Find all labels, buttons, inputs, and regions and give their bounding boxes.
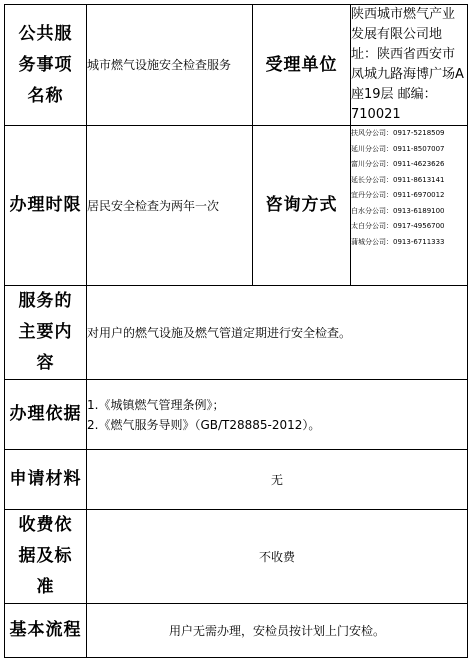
label-main-content: 服务的主要内容 — [5, 286, 87, 380]
contact-item: 富川分公司：0911-4623626 — [351, 160, 445, 168]
value-processing-time: 居民安全检查为两年一次 — [87, 126, 253, 286]
label-consultation: 咨询方式 — [253, 126, 351, 286]
value-main-content: 对用户的燃气设施及燃气管道定期进行安全检查。 — [87, 286, 468, 380]
legal-basis-item: 2.《燃气服务导则》（GB/T28885-2012）。 — [87, 417, 321, 432]
row-fee — [5, 510, 468, 604]
contact-item: 延川分公司：0911-8507007 — [351, 144, 445, 153]
value-accepting-unit: 陕西城市燃气产业发展有限公司地址：陕西省西安市凤城九路海博广场A座19层 邮编：710021 — [351, 5, 468, 126]
contact-item: 宜丹分公司：0911-6970012 — [351, 191, 445, 199]
contact-list — [351, 126, 468, 286]
row-processing-time — [5, 126, 468, 286]
label-fee: 收费依据及标准 — [5, 510, 87, 604]
row-item-name — [5, 5, 468, 126]
label-processing-time: 办理时限 — [5, 126, 87, 286]
legal-basis-item: 1.《城镇燃气管理条例》； — [87, 397, 225, 412]
contact-item: 太白分公司：0917-4956700 — [351, 222, 445, 230]
contact-item: 延长分公司：0911-8613141 — [351, 175, 445, 184]
value-fee: 不收费 — [87, 510, 468, 604]
value-materials: 无 — [87, 450, 468, 510]
legal-basis-list — [87, 380, 468, 450]
contact-item: 扶风分公司：0917-5218509 — [351, 129, 445, 137]
contact-item: 白水分公司：0913-6189100 — [351, 206, 445, 215]
label-legal-basis: 办理依据 — [5, 380, 87, 450]
label-materials: 申请材料 — [5, 450, 87, 510]
label-accepting-unit: 受理单位 — [253, 5, 351, 126]
service-info-table — [4, 4, 468, 658]
row-materials — [5, 450, 468, 510]
value-process: 用户无需办理，安检员按计划上门安检。 — [87, 604, 468, 658]
label-item-name: 公共服务事项名称 — [5, 5, 87, 126]
value-item-name: 城市燃气设施安全检查服务 — [87, 5, 253, 126]
row-main-content — [5, 286, 468, 380]
contact-item: 蒲城分公司：0913-6711333 — [351, 237, 445, 246]
row-legal-basis — [5, 380, 468, 450]
label-process: 基本流程 — [5, 604, 87, 658]
